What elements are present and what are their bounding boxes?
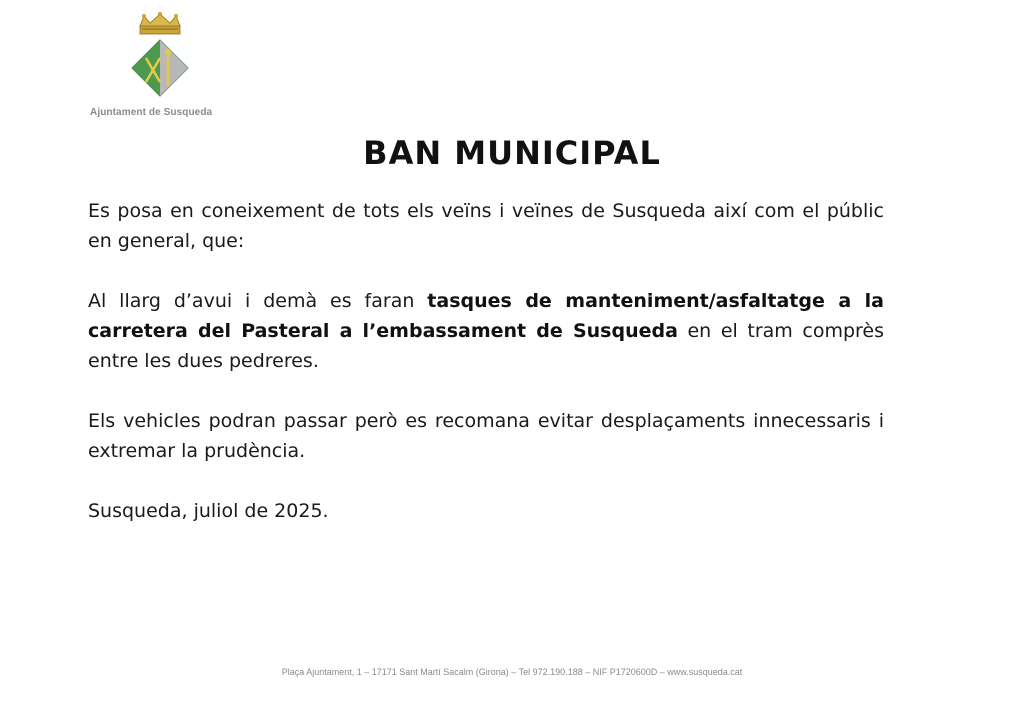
shield-icon [132,40,188,96]
notice-text-end: en el tram comprès entre les dues pedreres. [88,320,884,372]
footer-contact: Plaça Ajuntament, 1 – 17171 Sant Martí Sacalm (Girona) – Tel 972.190.188 – NIF P1720600D – www.susqueda.cat [281,667,743,677]
paragraph-intro: Es posa en coneixement de tots els veïns i veïnes de Susqueda així com el públic en general, que: [88,200,884,252]
paragraph-notice [88,286,884,376]
notice-text-start: Al llarg d’avui i demà es faran [88,290,428,312]
notice-text-bold: tasques de manteniment/asfaltatge a la carretera del Pasteral a l’embassament de Susqueda [88,290,884,342]
paragraph-date: Susqueda, juliol de 2025. [88,500,329,522]
organization-name: Ajuntament de Susqueda [90,107,213,118]
crown-icon [140,12,180,34]
paragraph-recommendation: Els vehicles podran passar però es recomana evitar desplaçaments innecessaris i extremar la prudència. [88,410,884,462]
page-title: BAN MUNICIPAL [363,134,661,172]
coat-of-arms-icon [126,12,194,100]
